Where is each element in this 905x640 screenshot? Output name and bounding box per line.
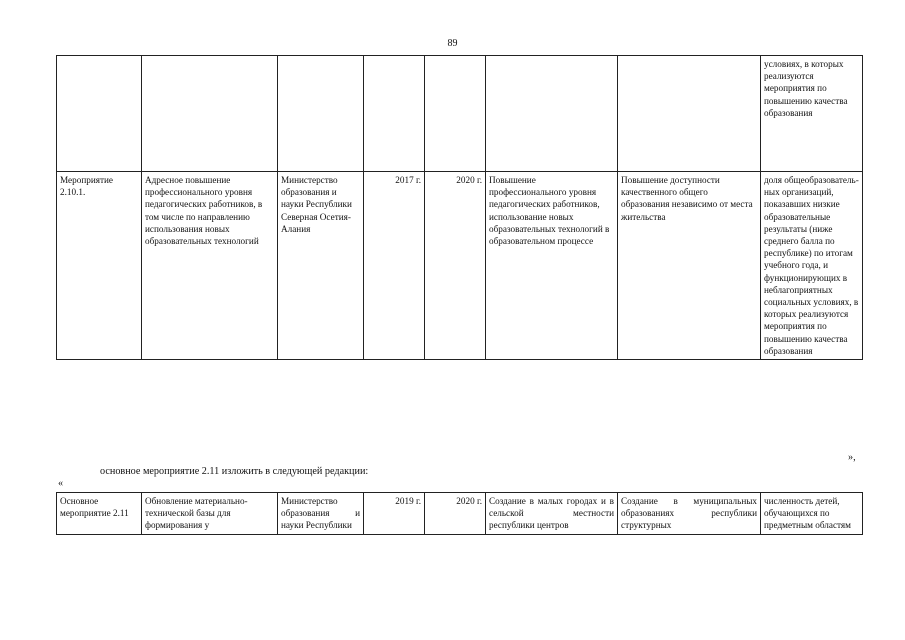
cell-measure-name: Обновление материально-технической базы для формирования у bbox=[142, 493, 278, 535]
cell-start-year: 2017 г. bbox=[364, 172, 425, 360]
cell-empty bbox=[486, 56, 618, 172]
cell-executor: Министерство образования и науки Республики Северная Осетия-Алания bbox=[278, 172, 364, 360]
program-table-continued bbox=[56, 55, 863, 360]
cell-empty bbox=[57, 56, 142, 172]
cell-expected-result: Создание в малых городах и в сельской местности республики центров bbox=[486, 493, 618, 535]
closing-quote: », bbox=[848, 452, 856, 463]
cell-measure-code: Мероприятие 2.10.1. bbox=[57, 172, 142, 360]
page-number: 89 bbox=[447, 38, 458, 49]
cell-empty bbox=[364, 56, 425, 172]
cell-measure-code: Основное мероприятие 2.11 bbox=[57, 493, 142, 535]
cell-end-year: 2020 г. bbox=[425, 172, 486, 360]
table-row bbox=[57, 56, 863, 172]
amendment-text: основное мероприятие 2.11 изложить в следующей редакции: bbox=[100, 466, 369, 477]
cell-indicator: условиях, в которых реализуются мероприятия по повышению качества образования bbox=[761, 56, 863, 172]
cell-goal-link: Создание в муниципальных образованиях республики структурных bbox=[618, 493, 761, 535]
opening-quote: « bbox=[58, 478, 64, 489]
cell-end-year: 2020 г. bbox=[425, 493, 486, 535]
table-row bbox=[57, 493, 863, 535]
cell-empty bbox=[142, 56, 278, 172]
program-table-new bbox=[56, 492, 863, 535]
cell-empty bbox=[278, 56, 364, 172]
cell-executor: Министерство образования и науки Республики bbox=[278, 493, 364, 535]
cell-empty bbox=[618, 56, 761, 172]
cell-measure-name: Адресное повышение профессионального уровня педагогических работников, в том числе по направлению использования новых образовательных технологий bbox=[142, 172, 278, 360]
cell-expected-result: Повышение профессионального уровня педагогических работников, использование новых образовательных технологий в образовательном процессе bbox=[486, 172, 618, 360]
table-row bbox=[57, 172, 863, 360]
cell-empty bbox=[425, 56, 486, 172]
cell-indicator: доля общеобразователь-ных организаций, показавших низкие образовательные результаты (ниже среднего балла по республике) по итогам учебного года, и функционирующих в неблагоприятных социальных условиях, в которых реализуются мероприятия по повышению качества образования bbox=[761, 172, 863, 360]
cell-indicator: численность детей, обучающихся по предметным областям bbox=[761, 493, 863, 535]
cell-start-year: 2019 г. bbox=[364, 493, 425, 535]
cell-goal-link: Повышение доступности качественного общего образования независимо от места жительства bbox=[618, 172, 761, 360]
